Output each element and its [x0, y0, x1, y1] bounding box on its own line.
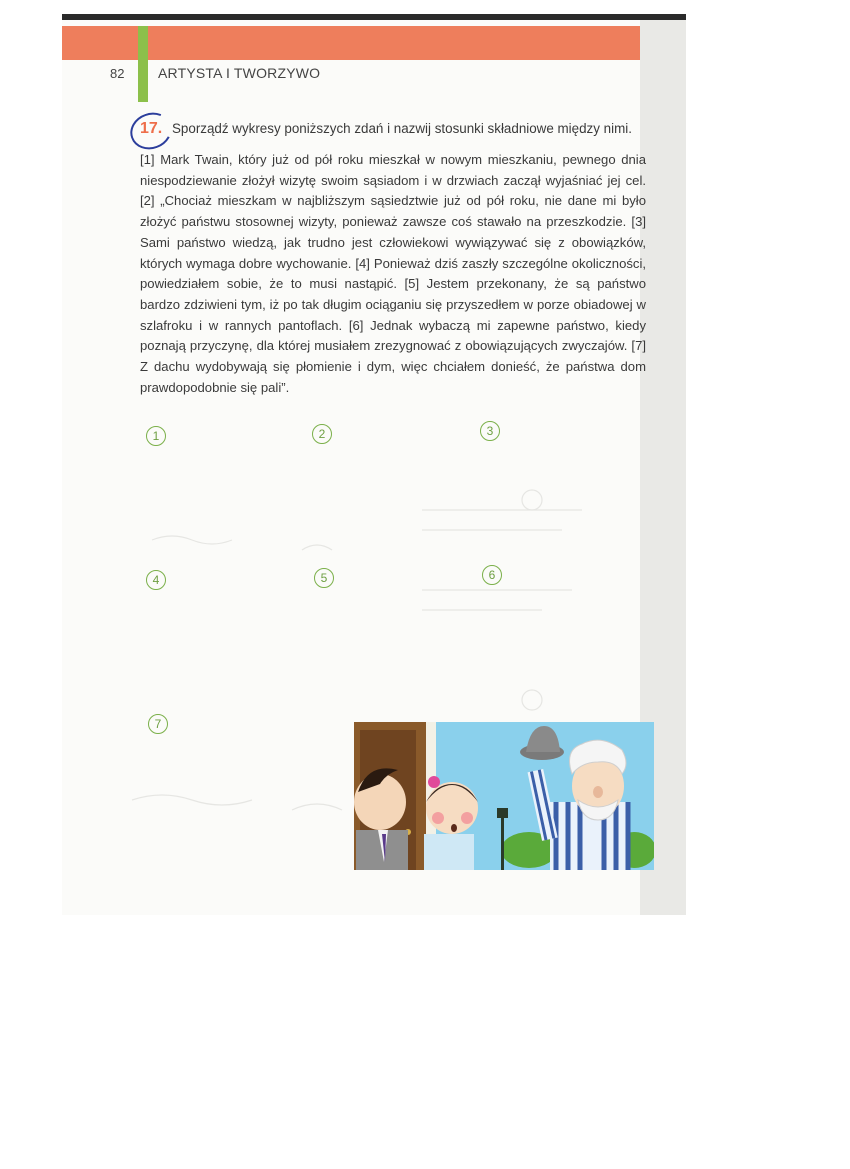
story-text: [1] Mark Twain, który już od pół roku mieszkał w nowym mieszkaniu, pewnego dnia niespodziewanie złożył wizytę swoim sąsiadom i w drzwiach zaczął wyjaśniać jej cel. [2] „Chociaż mieszkam w najbliższym sąsiedztwie już od pół roku, nie dane mi było złożyć państwu stosownej wizyty, ponieważ zawsze coś stawało na przeszkodzie. [3] Sami państwo wiedzą, jak trudno jest człowiekowi wywiązywać się z obowiązków, których wymaga dobre wychowanie. [4] Ponieważ dziś zaszły szczególne okoliczności, powiedziałem sobie, że to musi nastąpić. [5] Jestem przekonany, że są państwo bardzo zdziwieni tym, iż po tak długim ociąganiu się przyszedłem w porze obiadowej w szlafroku i w rannych pantoflach. [6] Jednak wybaczą mi zapewne państwo, kiedy poznają przyczynę, dla której musiałem zrezygnować z obowiązujących zwyczajów. [7] Z dachu wydobywają się płomienie i dym, więc chciałem donieść, że państwa dom prawdopodobnie się pali”. [140, 152, 646, 395]
answer-slot-3: 3 [480, 421, 500, 441]
header-accent-bar [138, 26, 148, 102]
answer-slot-5: 5 [314, 568, 334, 588]
book-page [62, 20, 646, 915]
answer-slot-7: 7 [148, 714, 168, 734]
answer-slot-6: 6 [482, 565, 502, 585]
task-number: 17. [140, 120, 163, 137]
answer-slot-2: 2 [312, 424, 332, 444]
answer-slot-1: 1 [146, 426, 166, 446]
answer-slot-4: 4 [146, 570, 166, 590]
page-number: 82 [110, 66, 125, 81]
header-band [62, 26, 640, 60]
task-instruction: Sporządź wykresy poniższych zdań i nazwij stosunki składniowe między nimi. [172, 121, 632, 136]
cartoon-neighbors-visit-image [354, 722, 654, 870]
section-title: ARTYSTA I TWORZYWO [158, 65, 321, 81]
